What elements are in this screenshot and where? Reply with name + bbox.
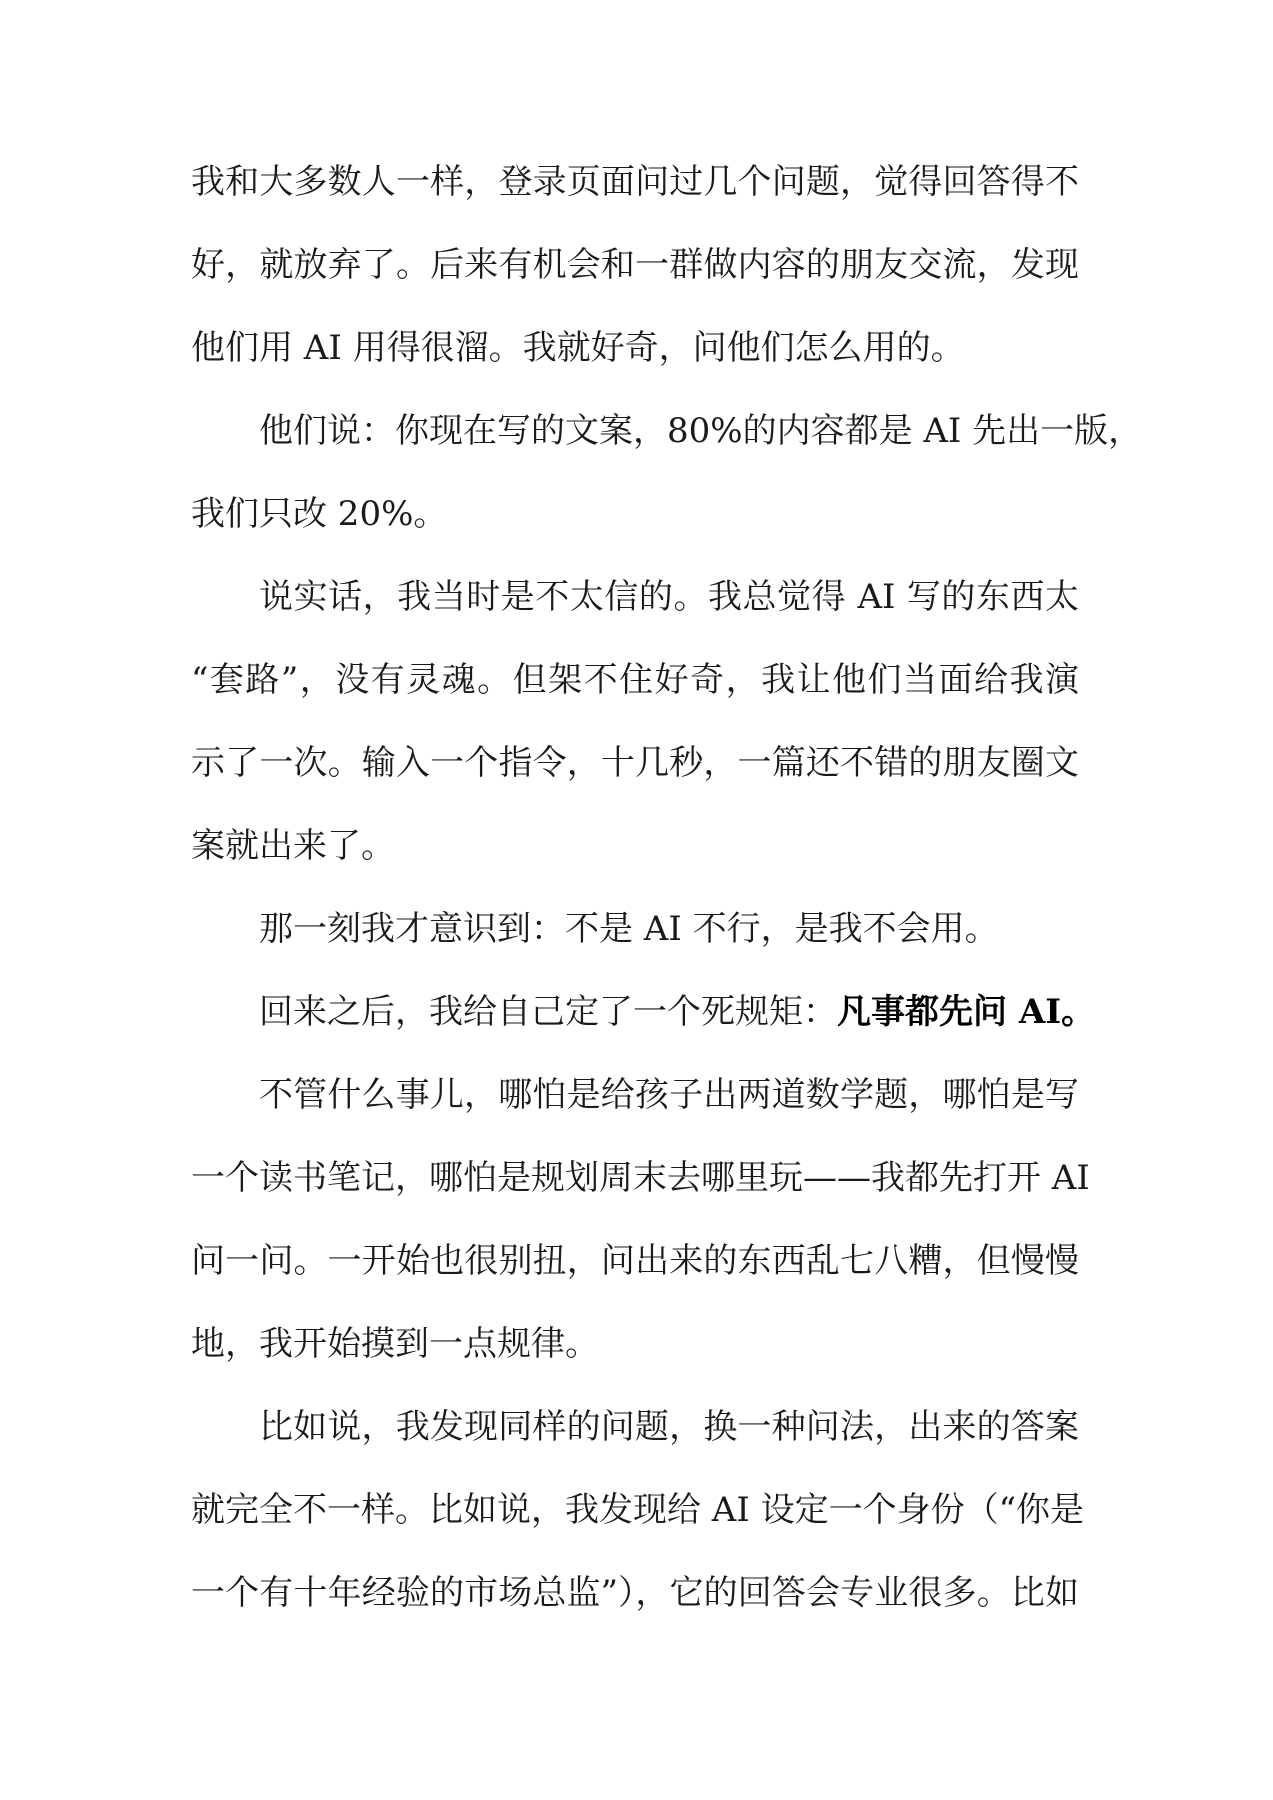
paragraph-line: 他们用 AI 用得很溜。我就好奇，问他们怎么用的。 [191,328,965,368]
rule-intro-text: 回来之后，我给自己定了一个死规矩： [259,992,837,1032]
paragraph-line: 比如说，我发现同样的问题，换一种问法，出来的答案 [259,1407,1079,1447]
paragraph-line: “套路”，没有灵魂。但架不住好奇，我让他们当面给我演 [191,660,1079,700]
paragraph-line: 就完全不一样。比如说，我发现给 AI 设定一个身份（“你是 [191,1490,1084,1530]
rule-bold-text: 凡事都先问 AI。 [837,992,1096,1032]
paragraph-line [191,992,1096,1032]
paragraph-line: 我们只改 20%。 [191,494,448,534]
paragraph-line: 一个读书笔记，哪怕是规划周末去哪里玩——我都先打开 AI [191,1158,1090,1198]
paragraph-line: 他们说：你现在写的文案，80%的内容都是 AI 先出一版， [259,411,1143,451]
paragraph-7 [191,1407,1084,1613]
paragraph-2 [191,411,1143,534]
paragraph-line: 那一刻我才意识到：不是 AI 不行，是我不会用。 [259,909,999,949]
paragraph-line: 好，就放弃了。后来有机会和一群做内容的朋友交流，发现 [191,245,1079,285]
paragraph-3 [191,579,1079,865]
paragraph-line: 示了一次。输入一个指令，十几秒，一篇还不错的朋友圈文 [191,743,1079,783]
paragraph-line: 地，我开始摸到一点规律。 [191,1324,599,1364]
paragraph-4 [191,911,1079,948]
paragraph-line: 我和大多数人一样，登录页面问过几个问题，觉得回答得不 [191,162,1079,202]
paragraph-line: 案就出来了。 [191,826,395,866]
paragraph-line: 说实话，我当时是不太信的。我总觉得 AI 写的东西太 [259,577,1079,617]
document-body [191,162,1143,1658]
paragraph-line: 问一问。一开始也很别扭，问出来的东西乱七八糟，但慢慢 [191,1241,1079,1281]
paragraph-5 [191,992,1096,1032]
paragraph-line: 一个有十年经验的市场总监”），它的回答会专业很多。比如 [191,1573,1079,1613]
paragraph-1 [191,164,1079,367]
paragraph-6 [191,1075,1090,1364]
paragraph-line: 不管什么事儿，哪怕是给孩子出两道数学题，哪怕是写 [259,1075,1079,1115]
